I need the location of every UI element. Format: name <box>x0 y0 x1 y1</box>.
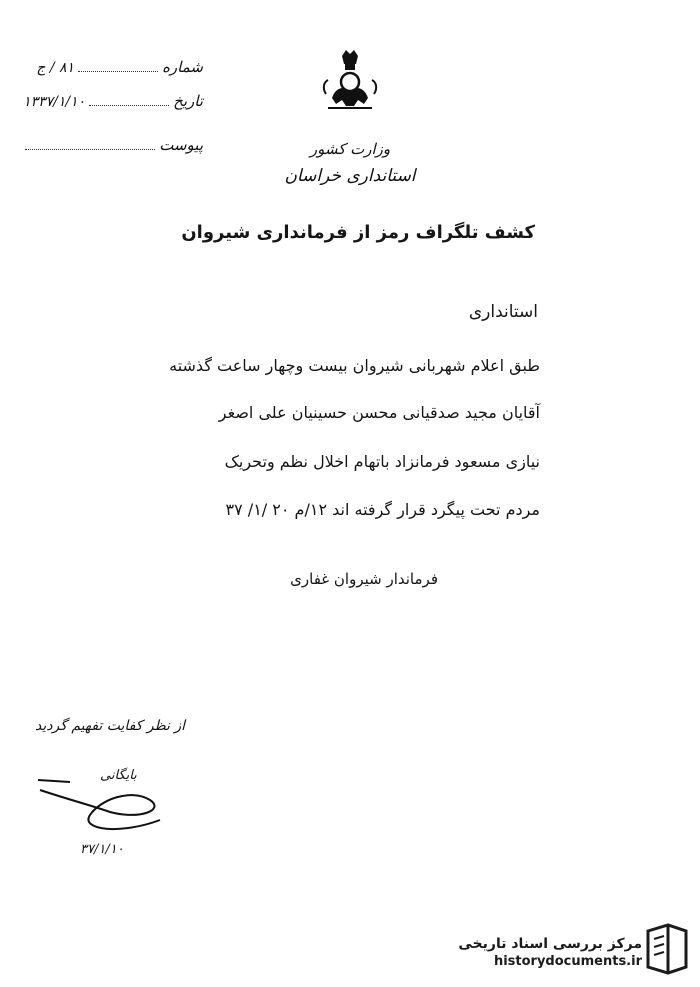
body-line-2: آقایان مجید صدقیانی محسن حسینیان علی اصغر <box>218 403 540 422</box>
telegram-heading: کشف تلگراف رمز از فرمانداری شیروان <box>181 222 535 243</box>
body-line-3: نیازی مسعود فرمانزاد باتهام اخلال نظم وتحریک <box>224 452 540 471</box>
ministry-title: وزارت کشور <box>309 140 391 158</box>
number-row <box>36 58 203 76</box>
handwritten-signature-icon <box>30 770 180 850</box>
date-dots <box>89 104 169 106</box>
margin-note-date: ۳۷/۱/۱۰ <box>80 842 124 857</box>
addressee: استانداری <box>468 302 538 322</box>
archive-book-logo-icon <box>644 923 690 975</box>
attachment-dots <box>25 148 155 150</box>
signature-line: فرماندار شیروان غفاری <box>290 570 438 588</box>
body-line-1: طبق اعلام شهربانی شیروان بیست وچهار ساعت گذشته <box>169 356 540 375</box>
date-row <box>23 92 203 110</box>
number-label: شماره <box>162 58 203 76</box>
watermark-en: historydocuments.ir <box>493 954 642 969</box>
margin-note-2: بایگانی <box>100 768 137 783</box>
date-value: ۱۳۳۷/۱/۱۰ <box>23 94 86 110</box>
date-label: تاریخ <box>173 92 203 110</box>
attachment-row <box>25 136 203 154</box>
margin-note-1: از نظر کفایت تفهیم گردید <box>35 718 186 734</box>
number-dots <box>78 70 158 72</box>
attachment-label: پیوست <box>159 136 203 154</box>
archive-watermark <box>458 936 642 969</box>
number-value: ۸۱ / ج <box>36 60 75 76</box>
lion-and-sun-crown-emblem-icon <box>318 48 382 118</box>
body-line-4: مردم تحت پیگرد قرار گرفته اند ۱۲/م ۲۰ /۱/ ۳۷ <box>225 500 540 519</box>
watermark-fa: مرکز بررسی اسناد تاریخی <box>458 936 642 952</box>
governorate-title: استانداری خراسان <box>284 166 416 186</box>
ministry-header <box>250 140 450 186</box>
